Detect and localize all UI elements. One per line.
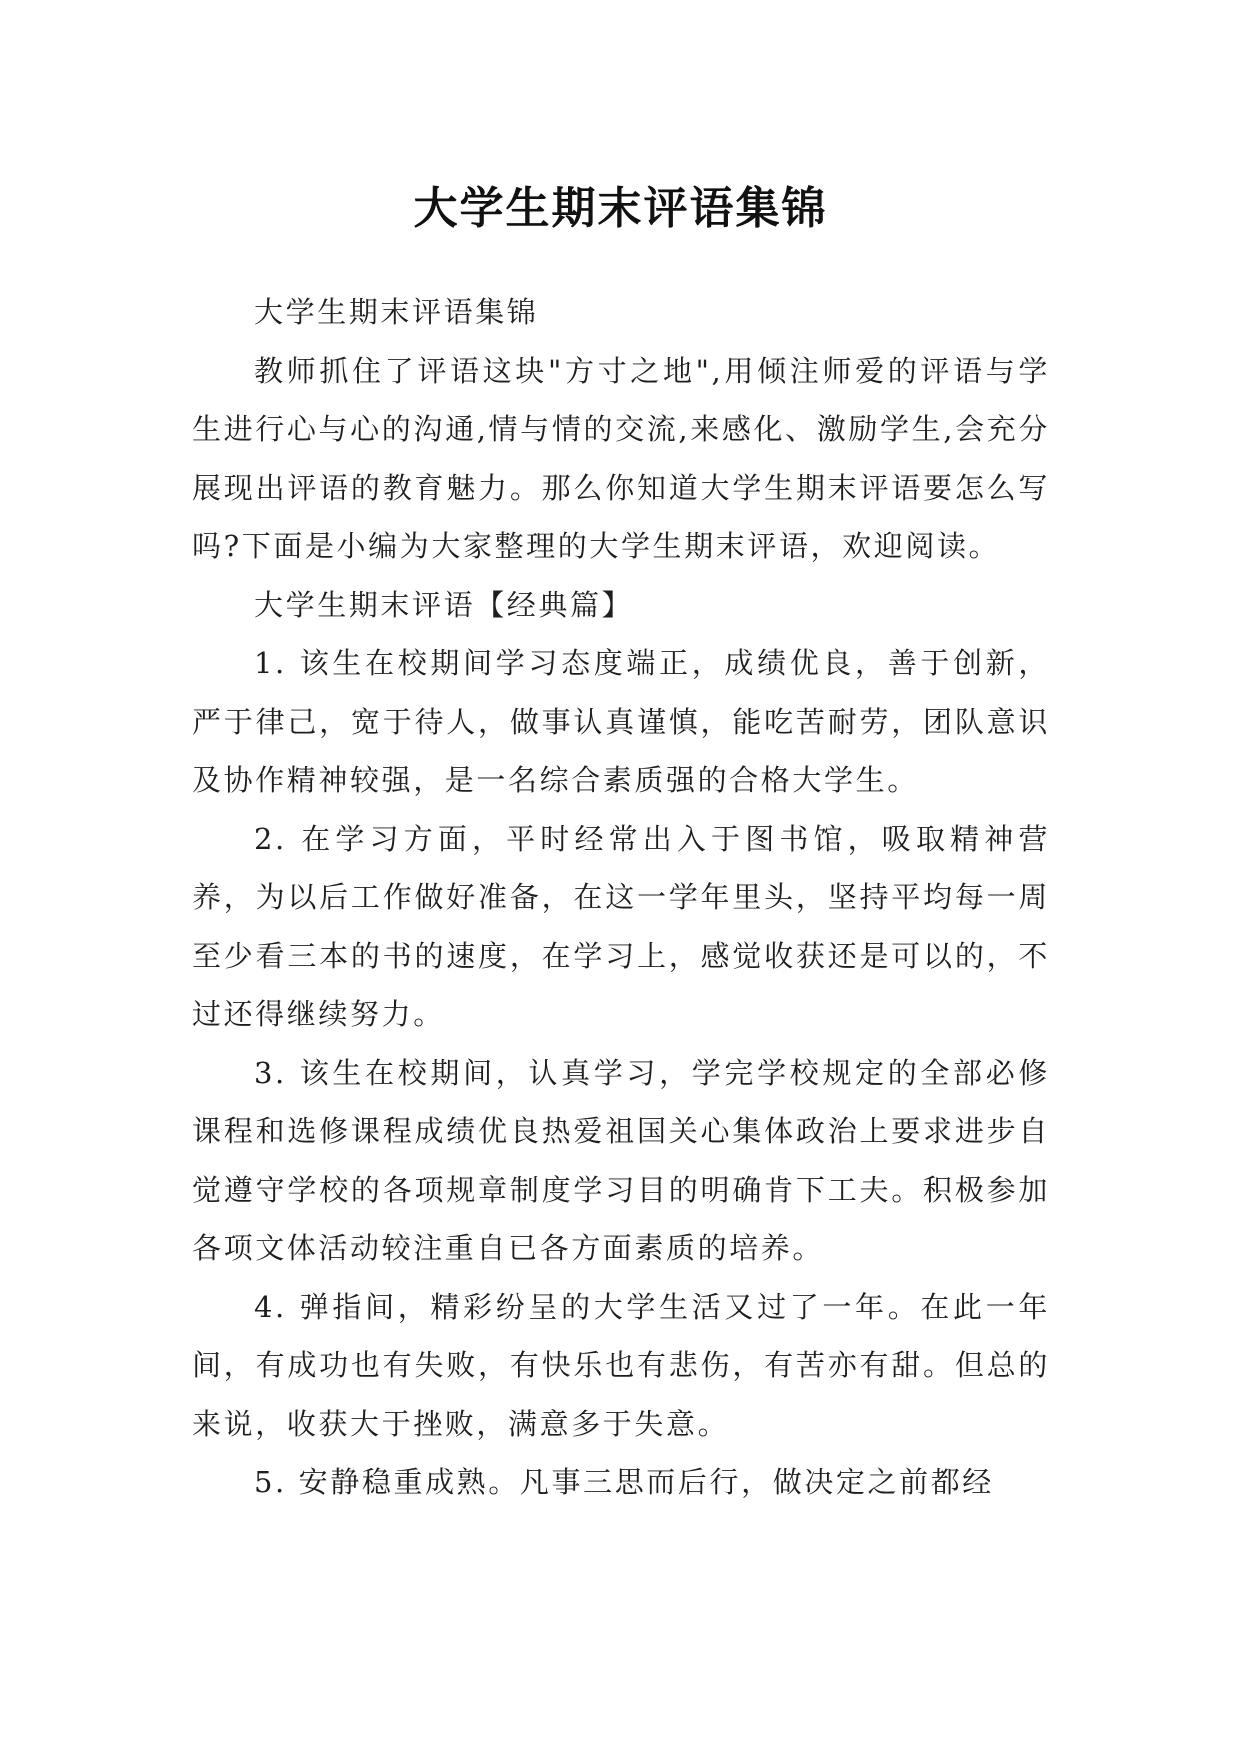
intro-paragraph: 教师抓住了评语这块"方寸之地",用倾注师爱的评语与学生进行心与心的沟通,情与情的交流,来感化、激励学生,会充分展现出评语的教育魅力。那么你知道大学生期末评语要怎么写吗?下面是小编为大家整理的大学生期末评语，欢迎阅读。 (192, 353, 1050, 563)
comment-item-5: 5. 安静稳重成熟。凡事三思而后行，做决定之前都经 (254, 1465, 994, 1499)
comment-item-4: 4. 弹指间，精彩纷呈的大学生活又过了一年。在此一年间，有成功也有失败，有快乐也有悲伤，有苦亦有甜。但总的来说，收获大于挫败，满意多于失意。 (192, 1289, 1050, 1441)
document-title: 大学生期末评语集锦 (413, 183, 828, 235)
comment-item-3: 3. 该生在校期间，认真学习，学完学校规定的全部必修课程和选修课程成绩优良热爱祖国关心集体政治上要求进步自觉遵守学校的各项规章制度学习目的明确肯下工夫。积极参加各项文体活动较注重自已各方面素质的培养。 (192, 1055, 1050, 1265)
comment-item-1: 1. 该生在校期间学习态度端正，成绩优良，善于创新，严于律己，宽于待人，做事认真谨慎，能吃苦耐劳，团队意识及协作精神较强，是一名综合素质强的合格大学生。 (192, 646, 1050, 797)
section-heading: 大学生期末评语【经典篇】 (254, 587, 634, 622)
body-subtitle: 大学生期末评语集锦 (254, 295, 539, 329)
comment-item-2: 2. 在学习方面，平时经常出入于图书馆，吸取精神营养，为以后工作做好准备，在这一学年里头，坚持平均每一周至少看三本的书的速度，在学习上，感觉收获还是可以的，不过还得继续努力。 (192, 821, 1050, 1031)
document-body (192, 283, 1050, 1512)
